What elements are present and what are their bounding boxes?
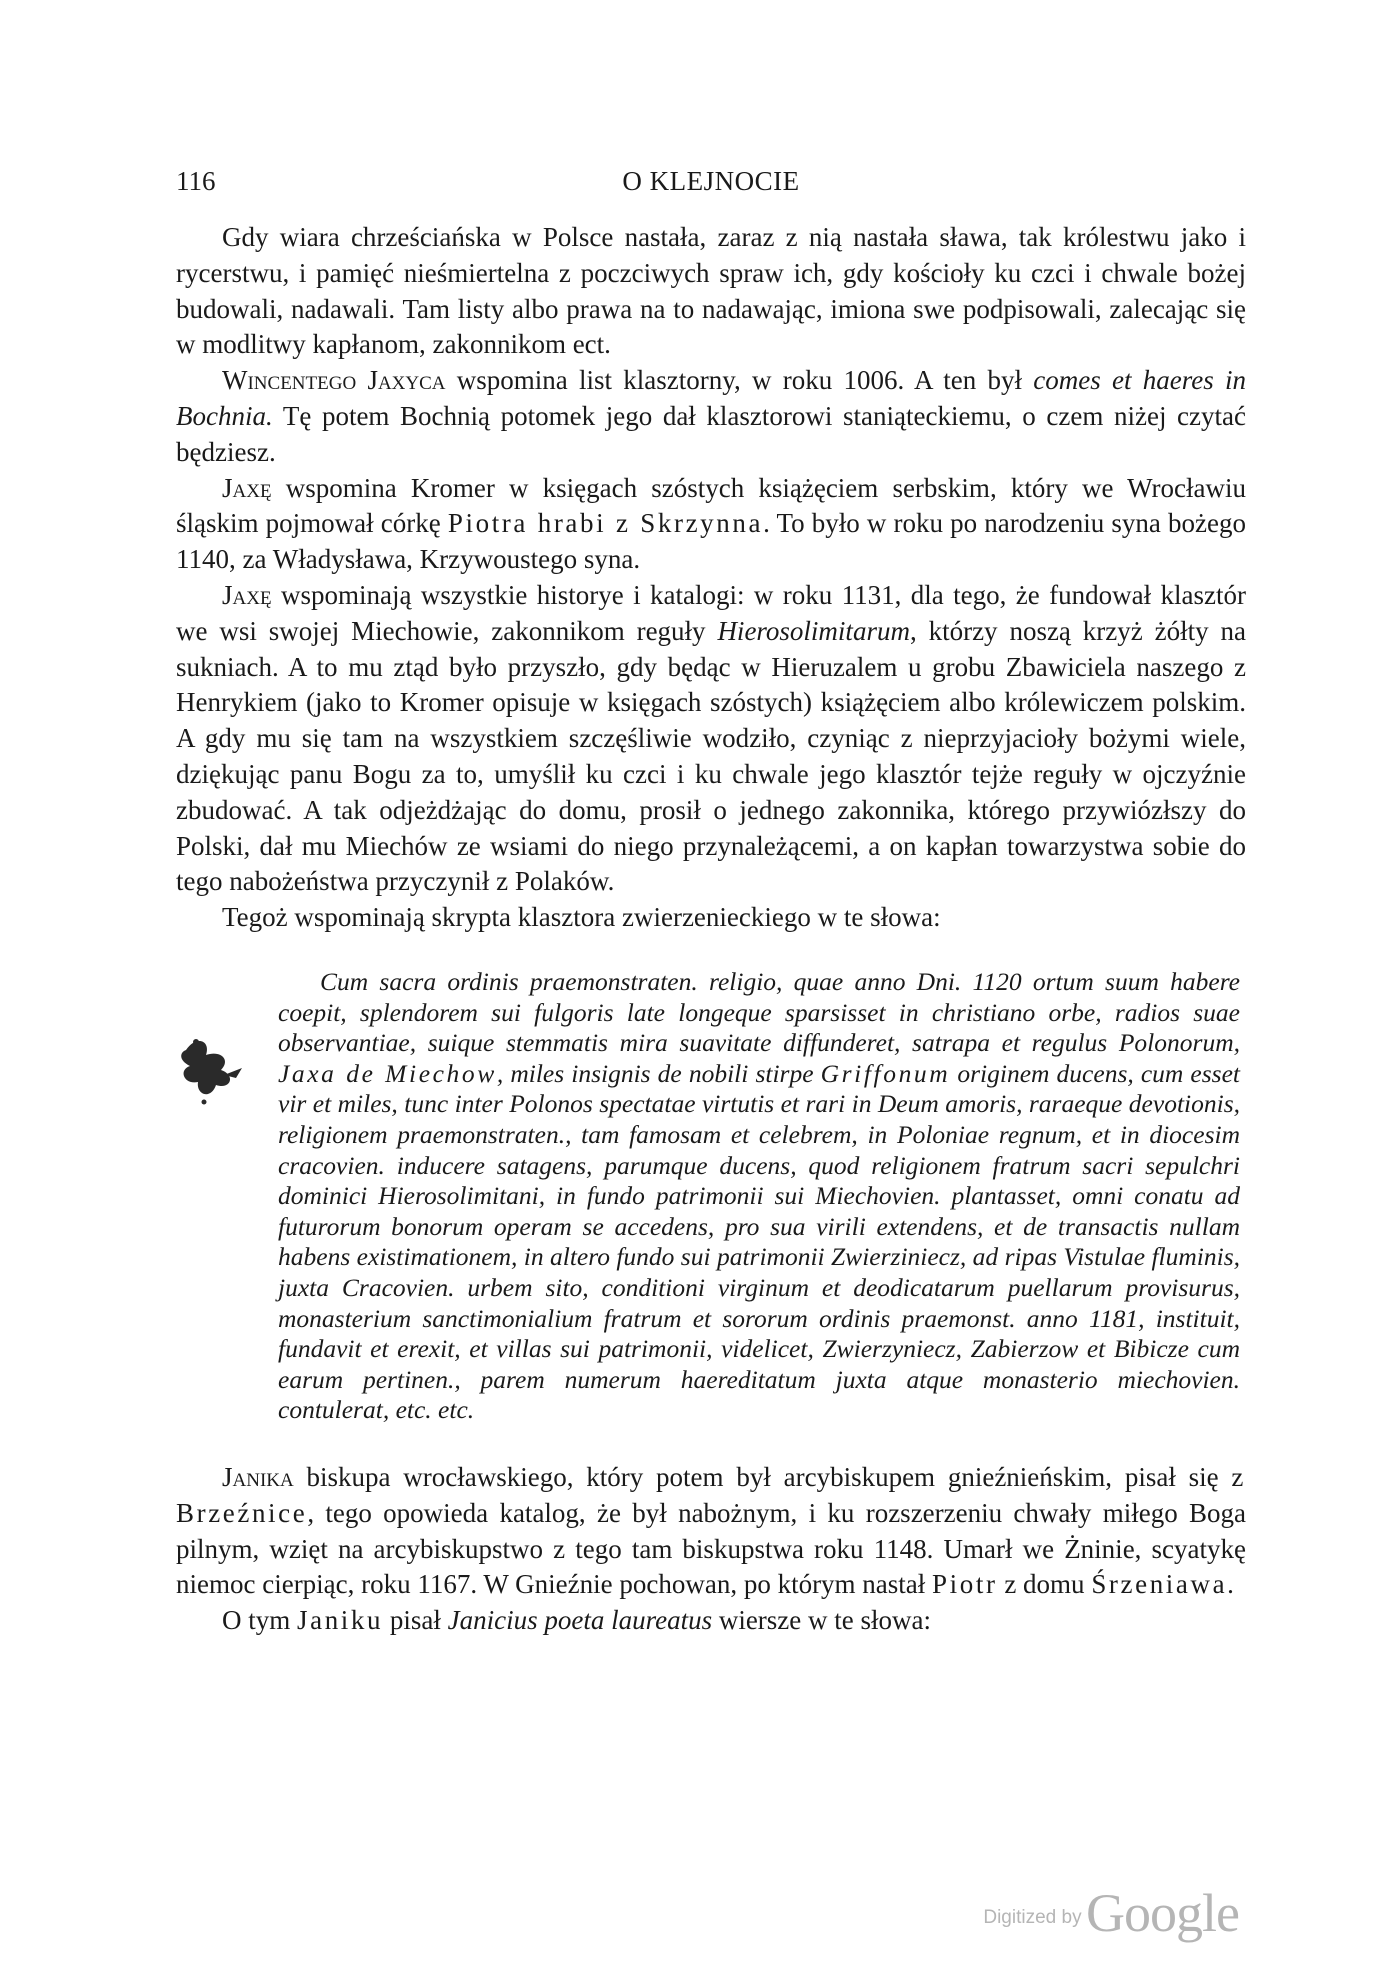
- spaced-name-piotra: Piotra hrabi z Skrzynna: [447, 508, 764, 539]
- quote-spaced-griffonum: Griffonum: [820, 1058, 951, 1088]
- name-wincentego-jaxyca: Wincentego Jaxyca: [222, 365, 446, 396]
- paragraph-2-italic: comes et haeres in Bochnia.: [176, 365, 1246, 431]
- digitized-by-google-watermark: [983, 1882, 1239, 1944]
- paragraph-2-text-b: Tę potem Bochnią potomek jego dał klasztorowi staniąteckiemu, o czem niżej czytać będziesz.: [176, 400, 1246, 467]
- paragraph-7-text-a: O tym: [222, 1605, 298, 1636]
- quote-text-c: originem ducens, cum esset vir et miles, tunc inter Polonos spectatae virtutis et rari in Deum amoris, raraeque devotionis, religionem praemonstraten., tam famosam et celebrem, in Poloniae regnum, et in diocesim cracovien. inducere satagens, parumque ducens, quod religionem fratrum sacri sepulchri dominici Hierosolimitani, in fundo patrimonii sui Miechovien. plantasset, omni conatu ad futurorum bonorum operam se accedens, pro sua virili extendens, et de transactis nullam habens existimationem, in altero fundo sui patrimonii Zwierziniecz, ad ripas Vistulae fluminis, juxta Cracovien. urbem sito, conditioni virginum et deodicatarum puellarum provisurus, monasterium sanctimonialium fratrum et sororum ordinis praemonst. anno 1181, instituit, fundavit et erexit, et villas sui patrimonii, videlicet, Zwierzyniecz, Zabierzow et Bibicze cum earum pertinen., parem numerum haereditatum juxta atque monasterio miechovien. contulerat, etc. etc.: [278, 1058, 1240, 1425]
- spaced-piotr: Piotr: [932, 1569, 998, 1600]
- paragraph-6-text-c: z domu: [997, 1569, 1092, 1600]
- paragraph-2: [176, 363, 1246, 470]
- paragraph-7-text-b: pisał: [383, 1605, 448, 1636]
- name-jaxe: Jaxę: [222, 472, 272, 503]
- paragraph-7-text-c: wiersze w te słowa:: [712, 1605, 932, 1636]
- running-title: O KLEJNOCIE: [622, 166, 800, 196]
- closing-text-block: [176, 1460, 1246, 1639]
- page-number: 116: [176, 166, 216, 196]
- paragraph-6-text-d: .: [1227, 1569, 1234, 1600]
- spaced-z-brzeznice: z Brzeźnice: [176, 1462, 1246, 1528]
- paragraph-3-text-b: . To było w roku po narodzeniu syna bożego 1140, za Władysława, Krzywoustego syna.: [176, 508, 1246, 575]
- quote-text-b: , miles insignis de nobili stirpe: [496, 1058, 821, 1088]
- paragraph-4-italic: Hierosolimitarum: [717, 615, 910, 646]
- quote-text-a: Cum sacra ordinis praemonstraten. religio, quae anno Dni. 1120 ortum suum habere coepit, splendorem sui fulgoris late longeque sparsisset in christiano orbe, radios suae observantiae, suique stemmatis mira suavitate diffunderet, satrapa et regulus Polonorum,: [278, 967, 1240, 1058]
- paragraph-4-text-a: wspominają wszystkie historye i katalogi: w roku 1131, dla tego, że fundował klasztór we wsi swojej Miechowie, zakonnikom reguły: [176, 579, 1246, 646]
- name-jaxe-2: Jaxę: [222, 579, 272, 610]
- paragraph-2-text-a: wspomina list klasztorny, w roku 1006. A ten był: [445, 365, 1034, 396]
- paragraph-1: Gdy wiara chrześciańska w Polsce nastała, zaraz z nią nastała sława, tak królestwu jako i rycerstwu, i pamięć nieśmiertelna z poczciwych spraw ich, gdy kościoły ku czci i chwale bożej budowali, nadawali. Tam listy albo prawa na to nadawając, imiona swe podpisowali, zalecając się w modlitwy kapłanom, zakonnikom ect.: [176, 222, 1246, 360]
- latin-quotation: [278, 967, 1240, 1426]
- quotation-text: [278, 967, 1240, 1426]
- paragraph-3: [176, 471, 1246, 578]
- main-text-block: [176, 220, 1246, 936]
- spaced-janiku: Janiku: [297, 1605, 384, 1636]
- paragraph-6: [176, 1460, 1246, 1603]
- watermark-google-logo: Google: [1086, 1883, 1239, 1943]
- watermark-small-text: Digitized by: [983, 1907, 1082, 1928]
- paragraph-6-text-a: biskupa wrocławskiego, który potem był arcybiskupem gnieźnieńskim, pisał się: [293, 1462, 1232, 1492]
- paragraph-7-italic: Janicius poeta laureatus: [447, 1605, 713, 1636]
- paragraph-4-text-b: , którzy noszą krzyż żółty na sukniach. A to mu ztąd było przyszło, gdy będąc w Hieruzalem u grobu Zbawiciela naszego z Henrykiem (jako to Kromer opisuje w księgach szóstych) książęciem albo królewiczem polskim. A gdy mu się tam na wszystkiem szczęśliwie wodziło, czyniąc z nieprzyjacioły bożymi wiele, dziękując panu Bogu za to, umyślił ku czci i ku chwale jego klasztór tejże reguły w ojczyźnie zbudować. A tak odjeżdżając do domu, prosił o jednego zakonnika, którego przywiózłszy do Polski, dał mu Miechów ze wsiami do niego przynależącemi, a on kapłan towarzystwa sobie do tego nabożeństwa przyczynił z Polaków.: [176, 615, 1246, 897]
- paragraph-4: [176, 578, 1246, 900]
- paragraph-3-text-a: wspomina Kromer w księgach szóstych książęciem serbskim, który we Wrocławiu śląskim pojmował córkę: [176, 472, 1246, 539]
- printers-ornament-icon: [176, 1030, 246, 1110]
- paragraph-7: [176, 1603, 1246, 1639]
- paragraph-5: Tegoż wspominają skrypta klasztora zwierzenieckiego w te słowa:: [222, 902, 941, 933]
- page-header: [176, 166, 1246, 206]
- spaced-srzeniawa: Śrzeniawa: [1091, 1569, 1228, 1600]
- paragraph-6-text-b: , tego opowieda katalog, że był nabożnym, i ku rozszerzeniu chwały miłego Boga pilnym, wzięt na arcybiskupstwo z tego tam biskupstwa roku 1148. Umarł we Żninie, scyatykę niemoc cierpiąc, roku 1167. W Gnieźnie pochowan, po którym nastał: [176, 1497, 1246, 1600]
- quote-spaced-jaxa: Jaxa de Miechow: [278, 1058, 497, 1088]
- name-janika: Janika: [222, 1462, 294, 1492]
